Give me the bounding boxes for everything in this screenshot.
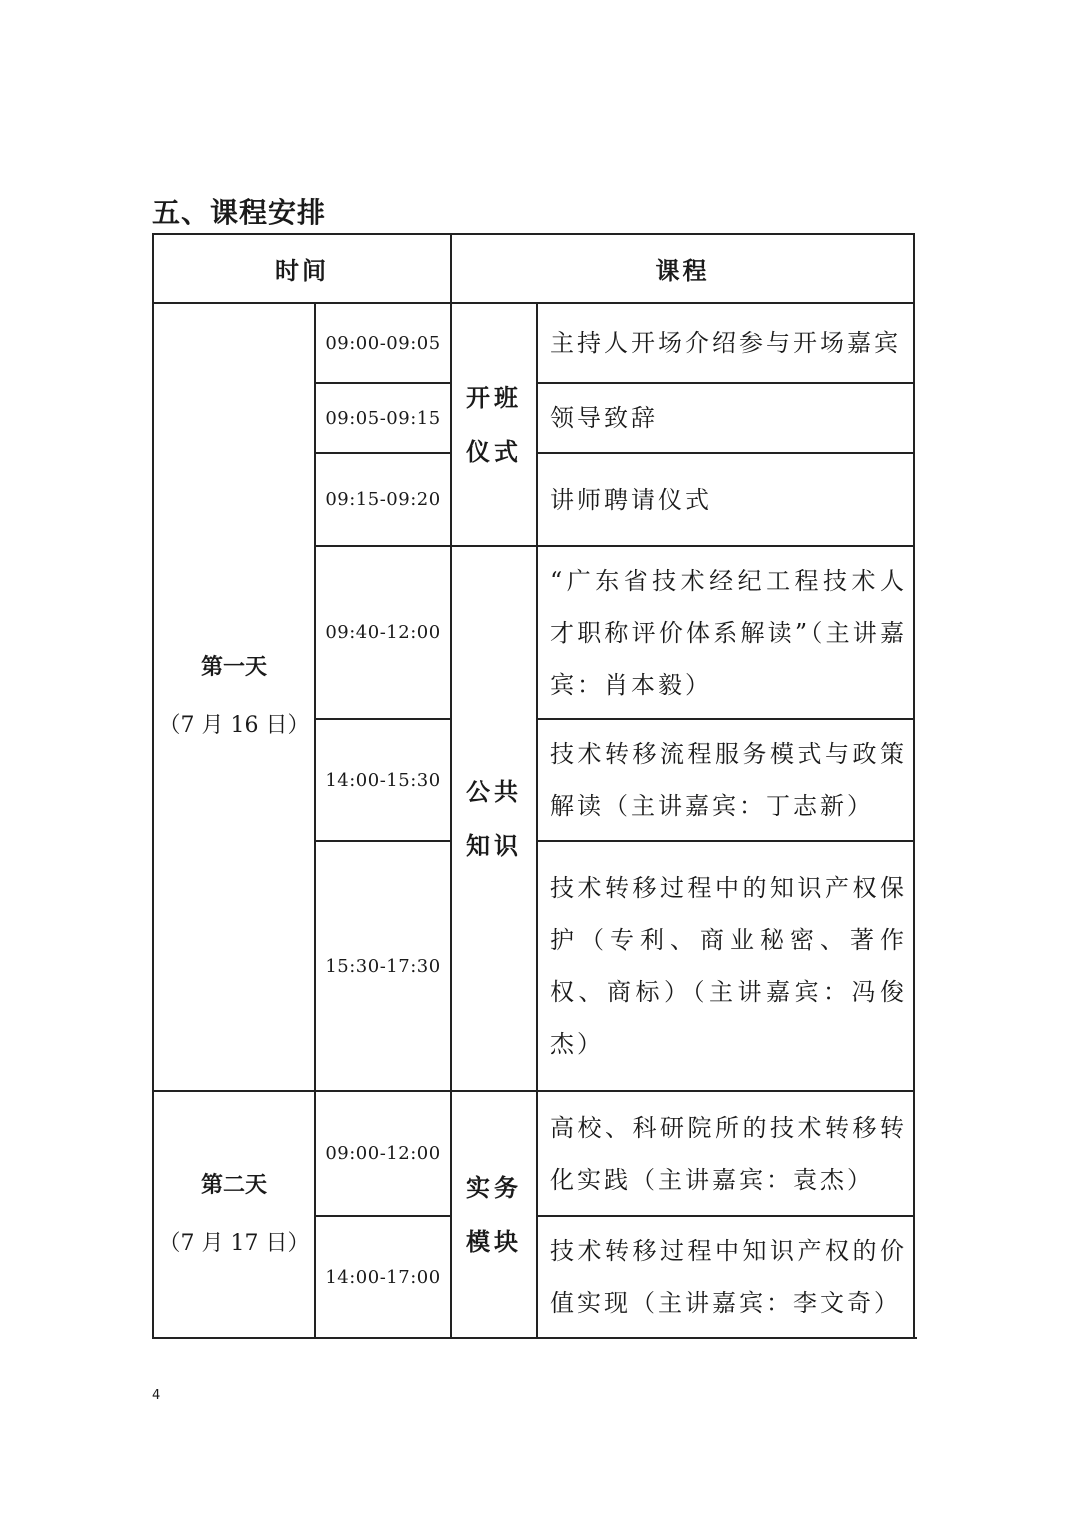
day-title: 第一天 bbox=[200, 655, 267, 680]
page-number: 4 bbox=[152, 1388, 161, 1403]
module-label: 开班仪式 bbox=[466, 383, 522, 466]
session-course: 主持人开场介绍参与开场嘉宾 bbox=[550, 329, 901, 357]
session-time: 09:00-12:00 bbox=[325, 1143, 441, 1164]
day-date: （7 月 17 日） bbox=[158, 1230, 310, 1256]
session-time: 14:00-15:30 bbox=[325, 769, 441, 791]
header-course: 课程 bbox=[655, 257, 710, 285]
session-course: 技术转移流程服务模式与政策解读（主讲嘉宾：丁志新） bbox=[550, 740, 907, 820]
session-time: 09:00-09:05 bbox=[325, 332, 441, 354]
header-time: 时间 bbox=[275, 257, 329, 285]
session-course: 技术转移过程中的知识产权保护（专利、商业秘密、著作权、商标）（主讲嘉宾：冯俊杰） bbox=[550, 874, 907, 1058]
session-course: 领导致辞 bbox=[550, 404, 658, 432]
day-title: 第二天 bbox=[200, 1172, 267, 1198]
session-time: 14:00-17:00 bbox=[325, 1266, 441, 1288]
session-course: “广东省技术经纪工程技术人才职称评价体系解读”（主讲嘉宾：肖本毅） bbox=[550, 566, 907, 699]
day-cell bbox=[154, 304, 314, 1090]
section-heading: 五、课程安排 bbox=[152, 196, 327, 229]
day-date: （7 月 16 日） bbox=[158, 713, 310, 738]
session-time: 09:05-09:15 bbox=[325, 407, 441, 429]
module-label: 公共知识 bbox=[466, 777, 522, 860]
session-course: 讲师聘请仪式 bbox=[550, 485, 712, 514]
table-border-right bbox=[913, 233, 915, 1339]
session-time: 09:15-09:20 bbox=[325, 489, 441, 510]
day-cell bbox=[154, 1092, 314, 1337]
module-label: 实务模块 bbox=[466, 1173, 522, 1256]
session-course: 高校、科研院所的技术转移转化实践（主讲嘉宾：袁杰） bbox=[550, 1113, 907, 1194]
session-time: 15:30-17:30 bbox=[325, 955, 441, 977]
session-course: 技术转移过程中知识产权的价值实现（主讲嘉宾：李文奇） bbox=[550, 1237, 907, 1317]
session-time: 09:40-12:00 bbox=[325, 622, 441, 643]
table-border-bottom bbox=[152, 1337, 917, 1339]
